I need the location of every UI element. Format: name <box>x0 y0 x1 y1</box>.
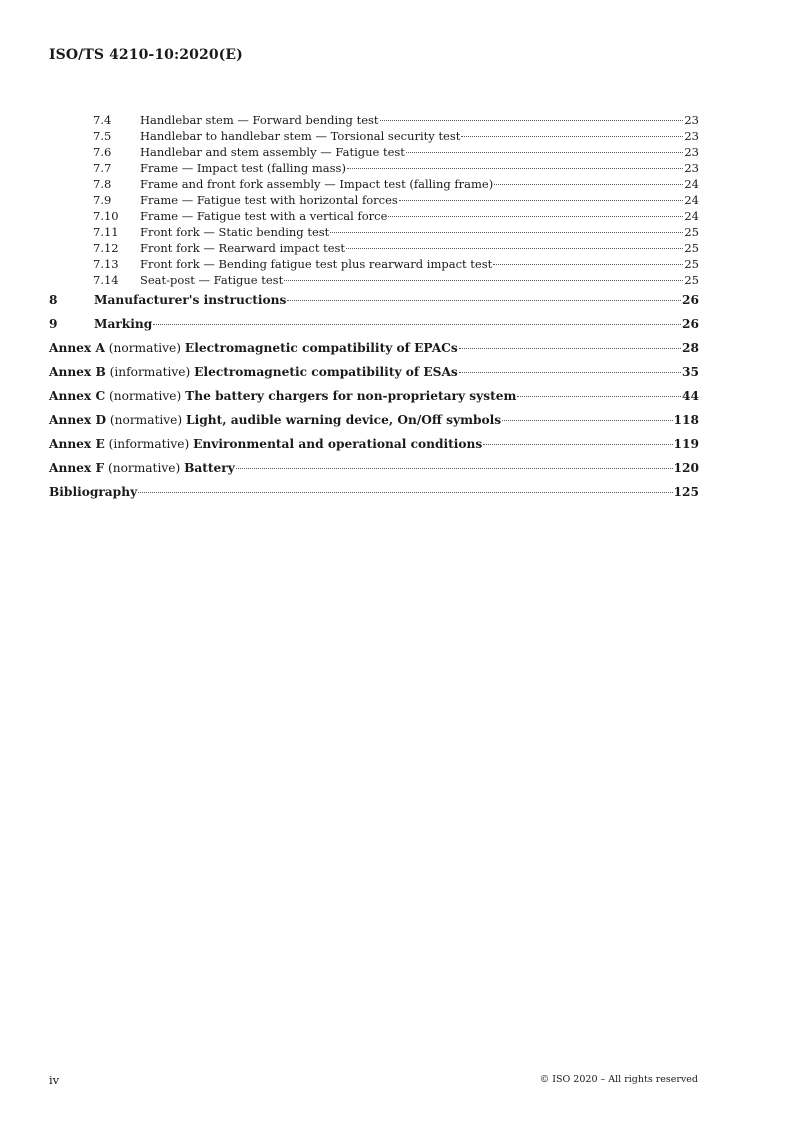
toc-entry-page: 25 <box>684 273 699 287</box>
document-id-header: ISO/TS 4210-10:2020(E) <box>49 47 243 63</box>
toc-entry-page: 35 <box>682 365 699 379</box>
toc-entry-annex-a[interactable] <box>49 336 699 360</box>
dot-leader <box>459 348 681 349</box>
toc-entry-annex-c[interactable] <box>49 384 699 408</box>
dot-leader <box>459 372 681 373</box>
toc-entry-annex-b[interactable] <box>49 360 699 384</box>
toc-entry-number: 8 <box>49 293 58 307</box>
toc-entry-number: 7.5 <box>93 129 112 143</box>
dot-leader <box>483 444 672 445</box>
toc-entry-7-6[interactable] <box>49 144 699 160</box>
toc-entry-title: Frame — Fatigue test with a vertical force <box>140 209 388 223</box>
toc-entry-page: 25 <box>684 225 699 239</box>
annex-label: Annex A <box>49 341 105 355</box>
dot-leader <box>347 168 683 169</box>
toc-entry-page: 23 <box>684 145 699 159</box>
annex-label: Annex B <box>49 365 106 379</box>
dot-leader <box>493 264 683 265</box>
toc-entry-title: Marking <box>94 317 153 331</box>
toc-entry-number: 7.10 <box>93 209 119 223</box>
toc-entry-page: 25 <box>684 241 699 255</box>
toc-entry-page: 119 <box>673 437 699 451</box>
toc-entry-page: 23 <box>684 129 699 143</box>
dot-leader <box>287 300 681 301</box>
dot-leader <box>380 120 684 121</box>
dot-leader <box>461 136 683 137</box>
toc-entry-7-13[interactable] <box>49 256 699 272</box>
toc-entry-title: Bibliography <box>49 485 138 499</box>
toc-entry-number: 7.12 <box>93 241 119 255</box>
annex-label: Annex E <box>49 437 105 451</box>
toc-entry-page: 24 <box>684 193 699 207</box>
toc-entry-7-10[interactable] <box>49 208 699 224</box>
dot-leader <box>346 248 683 249</box>
toc-entry-annex-d[interactable] <box>49 408 699 432</box>
footer-page-number: iv <box>49 1073 60 1087</box>
toc-entry-page: 125 <box>673 485 699 499</box>
toc-entry-section-9[interactable] <box>49 312 699 336</box>
toc-entry-bibliography[interactable] <box>49 480 699 504</box>
toc-entry-annex-e[interactable] <box>49 432 699 456</box>
toc-entry-title: Front fork — Rearward impact test <box>140 241 346 255</box>
annex-type: (normative) <box>107 461 181 475</box>
annex-type: (informative) <box>108 437 190 451</box>
annex-label: Annex C <box>49 389 106 403</box>
toc-entry-number: 7.14 <box>93 273 119 287</box>
dot-leader <box>138 492 672 493</box>
toc-entry-number: 7.11 <box>93 225 119 239</box>
toc-entry-page: 25 <box>684 257 699 271</box>
toc-entry-title: Handlebar to handlebar stem — Torsional security test <box>140 129 461 143</box>
toc-entry-number: 7.8 <box>93 177 112 191</box>
toc-entry-number: 7.6 <box>93 145 112 159</box>
dot-leader <box>399 200 684 201</box>
toc-entry-title: Handlebar stem — Forward bending test <box>140 113 379 127</box>
dot-leader <box>236 468 673 469</box>
toc-entry-7-12[interactable] <box>49 240 699 256</box>
toc-entry-page: 26 <box>682 293 699 307</box>
toc-entry-page: 26 <box>682 317 699 331</box>
toc-entry-7-11[interactable] <box>49 224 699 240</box>
toc-entry-annex-f[interactable] <box>49 456 699 480</box>
toc-entry-number: 7.7 <box>93 161 112 175</box>
dot-leader <box>406 152 683 153</box>
footer-copyright: © ISO 2020 – All rights reserved <box>539 1074 698 1085</box>
toc-entry-title: Manufacturer's instructions <box>94 293 287 307</box>
toc-entry-title: Seat-post — Fatigue test <box>140 273 284 287</box>
toc-entry-7-9[interactable] <box>49 192 699 208</box>
annex-type: (normative) <box>109 389 182 403</box>
annex-title: The battery chargers for non-proprietary system <box>185 389 517 403</box>
dot-leader <box>284 280 683 281</box>
annex-label: Annex D <box>49 413 107 427</box>
table-of-contents <box>49 112 699 504</box>
dot-leader <box>502 420 672 421</box>
toc-entry-section-8[interactable] <box>49 288 699 312</box>
toc-entry-page: 28 <box>682 341 699 355</box>
annex-type: (normative) <box>109 413 183 427</box>
toc-entry-number: 7.9 <box>93 193 112 207</box>
toc-entry-page: 23 <box>684 113 699 127</box>
annex-type: (informative) <box>109 365 191 379</box>
toc-entry-7-7[interactable] <box>49 160 699 176</box>
annex-type: (normative) <box>108 341 182 355</box>
annex-title: Electromagnetic compatibility of ESAs <box>194 365 458 379</box>
toc-entry-title: Handlebar and stem assembly — Fatigue test <box>140 145 405 159</box>
annex-title: Environmental and operational conditions <box>193 437 483 451</box>
dot-leader <box>517 396 681 397</box>
annex-title: Electromagnetic compatibility of EPACs <box>184 341 458 355</box>
dot-leader <box>388 216 683 217</box>
toc-entry-title: Frame — Fatigue test with horizontal forces <box>140 193 398 207</box>
toc-entry-title: Frame — Impact test (falling mass) <box>140 161 346 175</box>
toc-entry-page: 44 <box>682 389 699 403</box>
toc-entry-title: Front fork — Bending fatigue test plus rearward impact test <box>140 257 493 271</box>
toc-entry-page: 23 <box>684 161 699 175</box>
toc-entry-number: 9 <box>49 317 58 331</box>
toc-entry-page: 24 <box>684 209 699 223</box>
annex-title: Light, audible warning device, On/Off symbols <box>186 413 502 427</box>
toc-entry-title: Frame and front fork assembly — Impact test (falling frame) <box>140 177 494 191</box>
toc-entry-number: 7.4 <box>93 113 112 127</box>
toc-entry-7-4[interactable] <box>49 112 699 128</box>
toc-entry-page: 120 <box>673 461 699 475</box>
toc-entry-7-8[interactable] <box>49 176 699 192</box>
dot-leader <box>330 232 683 233</box>
dot-leader <box>494 184 683 185</box>
toc-entry-title: Front fork — Static bending test <box>140 225 330 239</box>
toc-entry-number: 7.13 <box>93 257 119 271</box>
toc-entry-7-5[interactable] <box>49 128 699 144</box>
toc-entry-page: 24 <box>684 177 699 191</box>
annex-label: Annex F <box>49 461 105 475</box>
dot-leader <box>153 324 681 325</box>
toc-entry-7-14[interactable] <box>49 272 699 288</box>
annex-title: Battery <box>184 461 235 475</box>
toc-entry-page: 118 <box>673 413 699 427</box>
